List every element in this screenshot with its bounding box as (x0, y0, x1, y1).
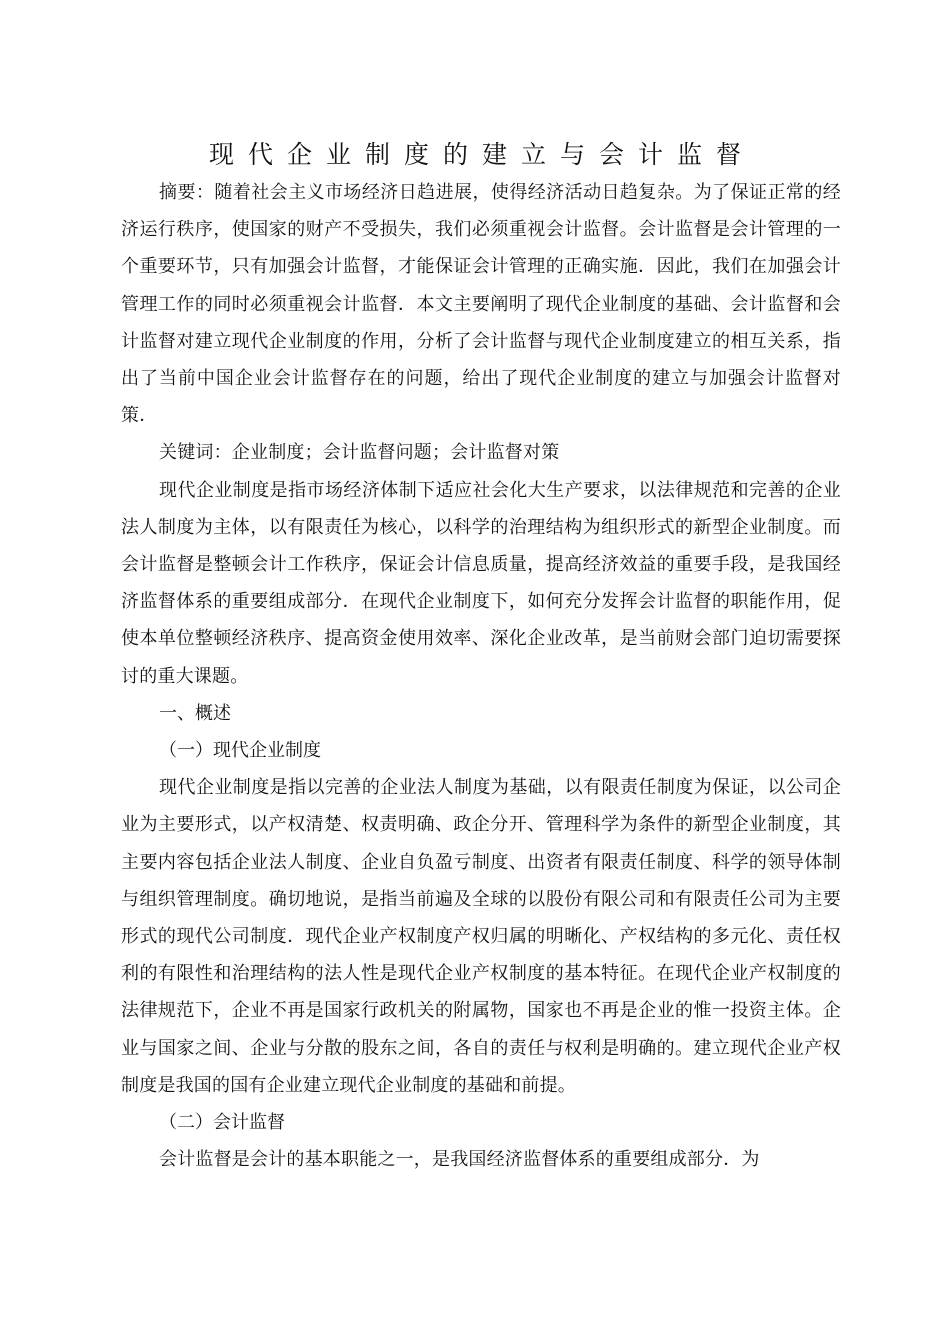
keywords-paragraph: 关键词：企业制度；会计监督问题；会计监督对策 (159, 442, 560, 464)
accounting-supervision-paragraph: 会计监督是会计的基本职能之一，是我国经济监督体系的重要组成部分．为 (159, 1149, 760, 1171)
abstract-paragraph: 摘要：随着社会主义市场经济日趋进展，使得经济活动日趋复杂。为了保证正常的经济运行秩序，使国家的财产不受损失，我们必须重视会计监督。会计监督是会计管理的一个重要环节，只有加强会计监督，才能保证会计管理的正确实施．因此，我们在加强会计管理工作的同时必须重视会计监督．本文主要阐明了现代企业制度的基础、会计监督和会计监督对建立现代企业制度的作用，分析了会计监督与现代企业制度建立的相互关系，指出了当前中国企业会计监督存在的问题，给出了现代企业制度的建立与加强会计监督对策． (121, 182, 841, 427)
document-title: 现代企业制度的建立与会计监督 (208, 140, 755, 169)
intro-paragraph: 现代企业制度是指市场经济体制下适应社会化大生产要求，以法律规范和完善的企业法人制度为主体，以有限责任为核心，以科学的治理结构为组织形式的新型企业制度。而会计监督是整顿会计工作秩序，保证会计信息质量，提高经济效益的重要手段，是我国经济监督体系的重要组成部分．在现代企业制度下，如何充分发挥会计监督的职能作用，促使本单位整顿经济秩序、提高资金使用效率、深化企业改革，是当前财会部门迫切需要探讨的重大课题。 (121, 479, 841, 687)
section-heading-overview: 一、概述 (159, 702, 231, 724)
modern-enterprise-paragraph: 现代企业制度是指以完善的企业法人制度为基础，以有限责任制度为保证，以公司企业为主要形式，以产权清楚、权责明确、政企分开、管理科学为条件的新型企业制度，其主要内容包括企业法人制度、企业自负盈亏制度、出资者有限责任制度、科学的领导体制与组织管理制度。确切地说，是指当前遍及全球的以股份有限公司和有限责任公司为主要形式的现代公司制度．现代企业产权制度产权归属的明晰化、产权结构的多元化、责任权利的有限性和治理结构的法人性是现代企业产权制度的基本特征。在现代企业产权制度的法律规范下，企业不再是国家行政机关的附属物，国家也不再是企业的惟一投资主体。企业与国家之间、企业与分散的股东之间，各自的责任与权利是明确的。建立现代企业产权制度是我国的国有企业建立现代企业制度的基础和前提。 (121, 777, 841, 1096)
document-body (121, 174, 841, 1178)
subsection-heading-accounting-supervision: （二）会计监督 (159, 1112, 285, 1134)
subsection-heading-modern-enterprise: （一）现代企业制度 (159, 740, 321, 762)
